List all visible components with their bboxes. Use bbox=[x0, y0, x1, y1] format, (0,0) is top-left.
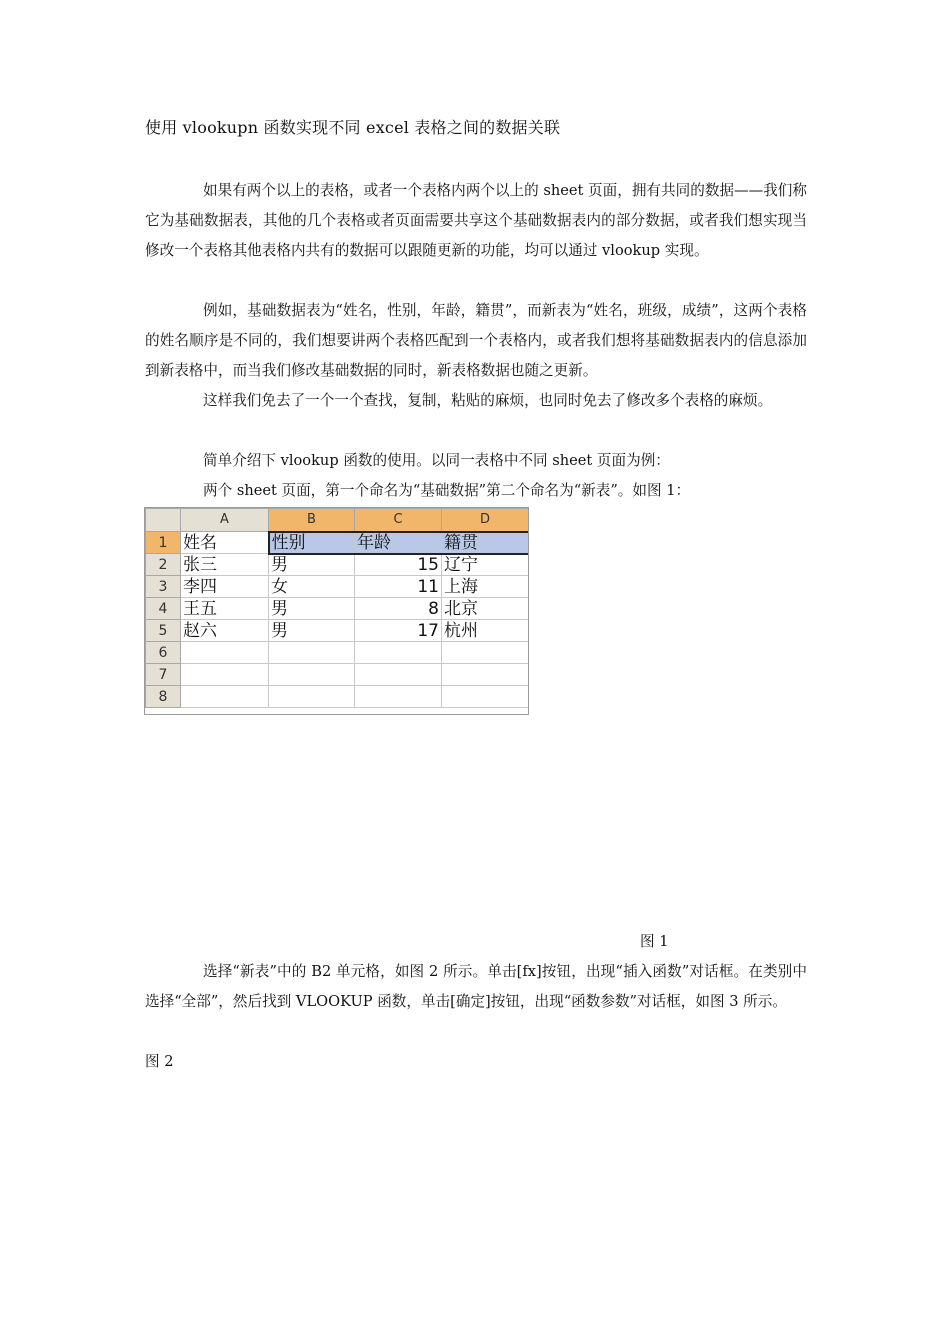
figure-1-caption: 图 1 bbox=[640, 933, 669, 950]
cell-c1[interactable]: 年龄 bbox=[355, 532, 442, 554]
cell-c3[interactable]: 11 bbox=[355, 576, 442, 598]
column-header-d[interactable]: D bbox=[442, 509, 529, 532]
row-header[interactable]: 8 bbox=[146, 686, 181, 708]
cell-c5[interactable]: 17 bbox=[355, 620, 442, 642]
cell-c6[interactable] bbox=[355, 642, 442, 664]
spreadsheet-figure-1 bbox=[144, 507, 529, 715]
paragraph-example: 例如，基础数据表为“姓名，性别，年龄，籍贯”，而新表为“姓名，班级，成绩”，这两个表格的姓名顺序是不同的，我们想要讲两个表格匹配到一个表格内，或者我们想将基础数据表内的信息添加到新表格中，而当我们修改基础数据的同时，新表格数据也随之更新。 bbox=[145, 302, 807, 379]
cell-b3[interactable]: 女 bbox=[269, 576, 355, 598]
cell-a1[interactable]: 姓名 bbox=[181, 532, 269, 554]
cell-b1[interactable]: 性别 bbox=[269, 532, 355, 554]
row-header[interactable]: 6 bbox=[146, 642, 181, 664]
cell-d7[interactable] bbox=[442, 664, 529, 686]
table-row bbox=[146, 642, 529, 664]
cell-c8[interactable] bbox=[355, 686, 442, 708]
cell-a7[interactable] bbox=[181, 664, 269, 686]
cell-a6[interactable] bbox=[181, 642, 269, 664]
row-header[interactable]: 7 bbox=[146, 664, 181, 686]
row-header[interactable]: 3 bbox=[146, 576, 181, 598]
select-all-corner[interactable] bbox=[146, 509, 181, 532]
cell-d4[interactable]: 北京 bbox=[442, 598, 529, 620]
cell-b8[interactable] bbox=[269, 686, 355, 708]
cell-d8[interactable] bbox=[442, 686, 529, 708]
column-header-a[interactable]: A bbox=[181, 509, 269, 532]
table-row bbox=[146, 532, 529, 554]
cell-a4[interactable]: 王五 bbox=[181, 598, 269, 620]
cell-a3[interactable]: 李四 bbox=[181, 576, 269, 598]
cell-b4[interactable]: 男 bbox=[269, 598, 355, 620]
table-row bbox=[146, 554, 529, 576]
cell-d3[interactable]: 上海 bbox=[442, 576, 529, 598]
table-row bbox=[146, 664, 529, 686]
cell-b5[interactable]: 男 bbox=[269, 620, 355, 642]
document-title: 使用 vlookupn 函数实现不同 excel 表格之间的数据关联 bbox=[145, 118, 561, 137]
cell-a2[interactable]: 张三 bbox=[181, 554, 269, 576]
spreadsheet-grid bbox=[145, 508, 529, 708]
paragraph-usage: 简单介绍下 vlookup 函数的使用。以同一表格中不同 sheet 页面为例： bbox=[203, 452, 670, 469]
row-header[interactable]: 2 bbox=[146, 554, 181, 576]
row-header[interactable]: 5 bbox=[146, 620, 181, 642]
figure-2-caption: 图 2 bbox=[145, 1053, 174, 1070]
cell-d1[interactable]: 籍贯 bbox=[442, 532, 529, 554]
row-header[interactable]: 4 bbox=[146, 598, 181, 620]
row-header[interactable]: 1 bbox=[146, 532, 181, 554]
column-header-c[interactable]: C bbox=[355, 509, 442, 532]
paragraph-sheets: 两个 sheet 页面，第一个命名为“基础数据”第二个命名为“新表”。如图 1： bbox=[203, 482, 691, 499]
cell-b2[interactable]: 男 bbox=[269, 554, 355, 576]
cell-c7[interactable] bbox=[355, 664, 442, 686]
cell-c4[interactable]: 8 bbox=[355, 598, 442, 620]
column-header-b[interactable]: B bbox=[269, 509, 355, 532]
paragraph-intro: 如果有两个以上的表格，或者一个表格内两个以上的 sheet 页面，拥有共同的数据——我们称它为基础数据表，其他的几个表格或者页面需要共享这个基础数据表内的部分数据，或者我们想实现当修改一个表格其他表格内共有的数据可以跟随更新的功能，均可以通过 vlookup 实现。 bbox=[145, 182, 807, 259]
table-row bbox=[146, 576, 529, 598]
table-row bbox=[146, 620, 529, 642]
table-row bbox=[146, 598, 529, 620]
column-header-row bbox=[146, 509, 529, 532]
cell-d5[interactable]: 杭州 bbox=[442, 620, 529, 642]
cell-b6[interactable] bbox=[269, 642, 355, 664]
cell-d2[interactable]: 辽宁 bbox=[442, 554, 529, 576]
cell-d6[interactable] bbox=[442, 642, 529, 664]
paragraph-benefit: 这样我们免去了一个一个查找，复制，粘贴的麻烦，也同时免去了修改多个表格的麻烦。 bbox=[203, 392, 773, 409]
table-row bbox=[146, 686, 529, 708]
cell-b7[interactable] bbox=[269, 664, 355, 686]
cell-a5[interactable]: 赵六 bbox=[181, 620, 269, 642]
paragraph-select-cell: 选择“新表”中的 B2 单元格，如图 2 所示。单击[fx]按钮，出现“插入函数”对话框。在类别中选择“全部”，然后找到 VLOOKUP 函数，单击[确定]按钮，出现“函数参数”对话框，如图 3 所示。 bbox=[145, 963, 807, 1010]
cell-a8[interactable] bbox=[181, 686, 269, 708]
cell-c2[interactable]: 15 bbox=[355, 554, 442, 576]
